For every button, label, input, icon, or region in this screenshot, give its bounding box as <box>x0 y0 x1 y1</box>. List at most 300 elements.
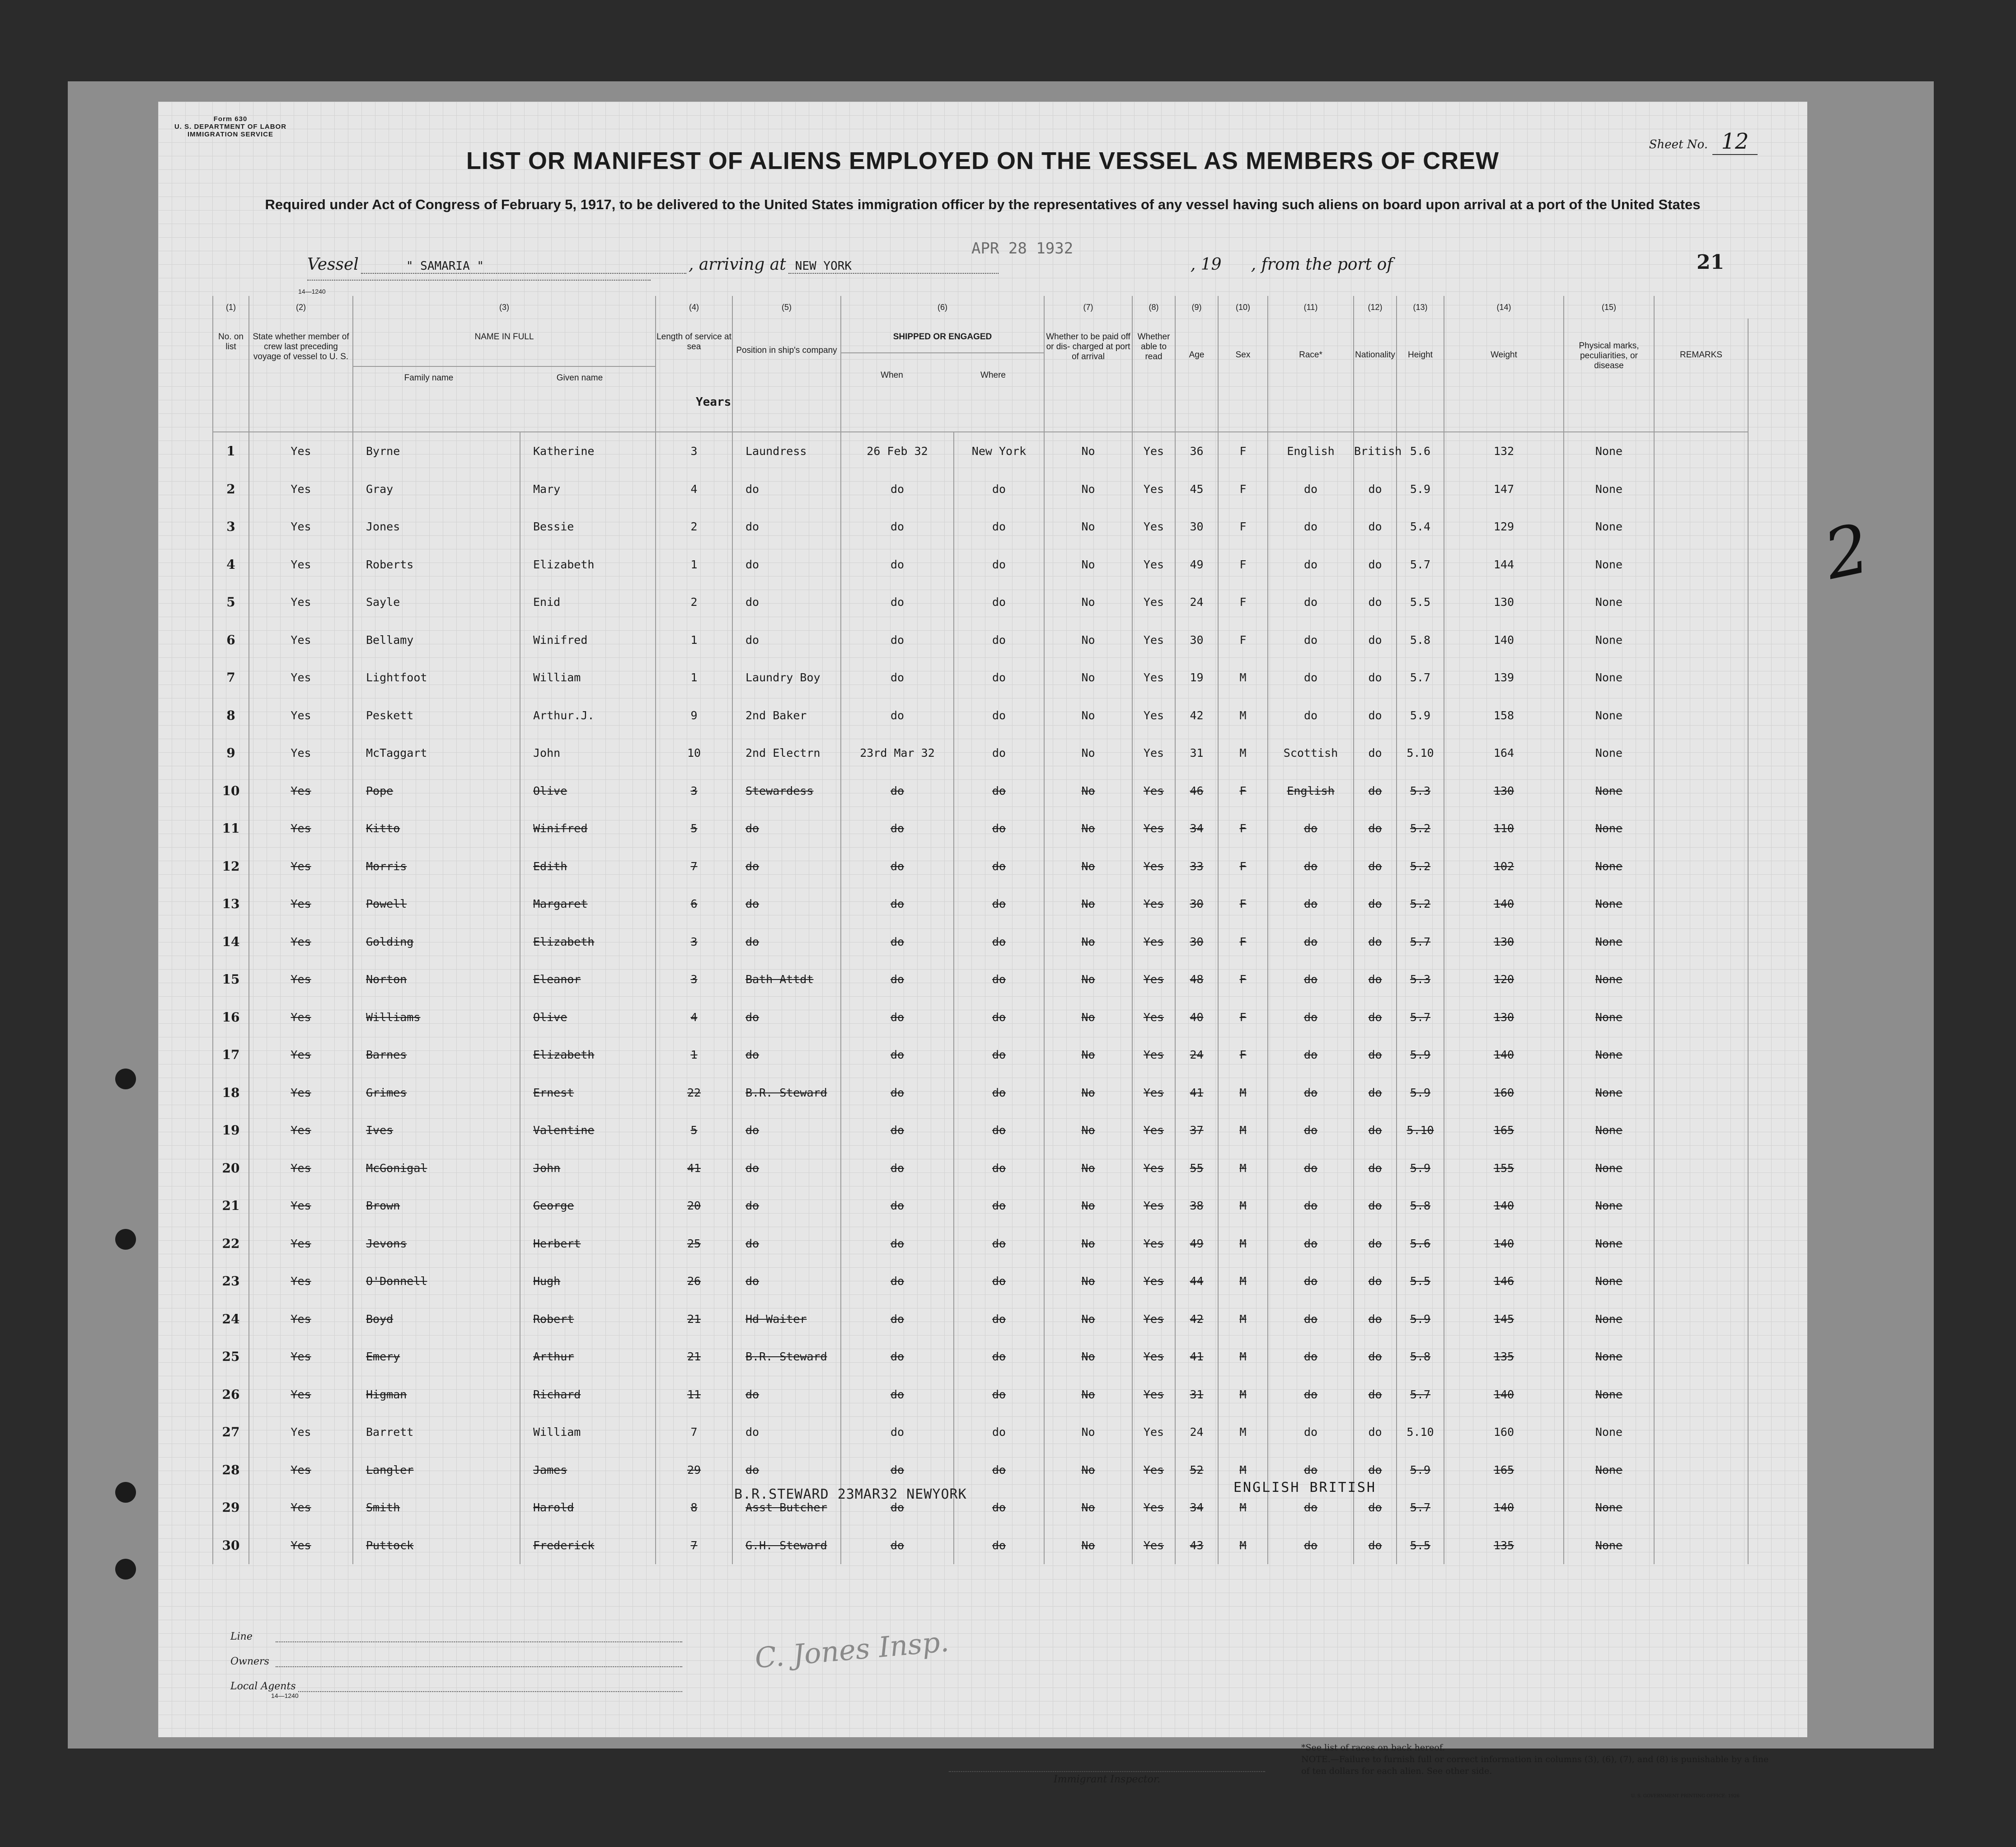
family-name-cell: Gray <box>353 470 520 508</box>
weight-cell: 160 <box>1444 1074 1564 1112</box>
race-cell: English <box>1268 432 1354 470</box>
remarks-cell <box>1654 1451 1748 1489</box>
position-cell: do <box>732 1036 841 1074</box>
able-to-read-cell: Yes <box>1132 848 1175 886</box>
row-number-cell: 28 <box>213 1451 249 1489</box>
able-to-read-cell: Yes <box>1132 1225 1175 1263</box>
vessel-label: Vessel <box>307 255 359 274</box>
height-cell: 5.8 <box>1397 621 1444 659</box>
header-position: Position in ship's company <box>732 319 841 432</box>
remarks-cell <box>1654 1489 1748 1527</box>
weight-cell: 144 <box>1444 546 1564 584</box>
height-cell: 5.7 <box>1397 999 1444 1036</box>
shipped-when-cell: do <box>841 546 954 584</box>
position-cell: 2nd Baker <box>732 697 841 735</box>
nationality-cell: do <box>1354 1036 1397 1074</box>
shipped-when-cell: do <box>841 1262 954 1300</box>
given-name-cell: Eleanor <box>520 961 656 999</box>
when-header: When <box>881 370 903 380</box>
header-shipped-or-engaged <box>841 319 1044 432</box>
length-of-service-cell: 6 <box>656 885 732 923</box>
nationality-cell: do <box>1354 734 1397 772</box>
previous-voyage-cell: Yes <box>249 1149 353 1187</box>
physical-marks-cell: None <box>1564 697 1654 735</box>
binder-hole <box>115 1482 136 1503</box>
nationality-cell: do <box>1354 961 1397 999</box>
age-cell: 34 <box>1175 1489 1218 1527</box>
row-number-cell: 11 <box>213 810 249 848</box>
length-of-service-cell: 2 <box>656 583 732 621</box>
length-of-service-cell: 25 <box>656 1225 732 1263</box>
position-cell: do <box>732 583 841 621</box>
shipped-or-engaged-label: SHIPPED OR ENGAGED <box>893 332 992 342</box>
manifest-number: 21 <box>1697 251 1725 274</box>
page-subtitle: Required under Act of Congress of February 5, 1917, to be delivered to the United States immigration officer by the representatives of any vessel having such aliens on board upon arrival at a port of the United States <box>265 197 1701 212</box>
crew-row <box>213 583 1748 621</box>
sex-cell: M <box>1218 734 1268 772</box>
length-of-service-cell: 41 <box>656 1149 732 1187</box>
length-of-service-cell: 7 <box>656 1413 732 1451</box>
race-cell: do <box>1268 1451 1354 1489</box>
physical-marks-cell: None <box>1564 1187 1654 1225</box>
nationality-cell: do <box>1354 772 1397 810</box>
shipped-when-cell: do <box>841 1376 954 1414</box>
height-cell: 5.2 <box>1397 885 1444 923</box>
race-cell: do <box>1268 1262 1354 1300</box>
race-cell: Scottish <box>1268 734 1354 772</box>
paid-off-cell: No <box>1044 772 1132 810</box>
length-of-service-cell: 5 <box>656 1111 732 1149</box>
weight-cell: 129 <box>1444 508 1564 546</box>
position-cell: G.H. Steward <box>732 1527 841 1565</box>
able-to-read-cell: Yes <box>1132 923 1175 961</box>
height-cell: 5.2 <box>1397 810 1444 848</box>
sex-cell: F <box>1218 961 1268 999</box>
age-cell: 24 <box>1175 1413 1218 1451</box>
crew-row <box>213 1451 1748 1489</box>
physical-marks-cell: None <box>1564 1300 1654 1338</box>
race-cell: do <box>1268 848 1354 886</box>
weight-cell: 165 <box>1444 1111 1564 1149</box>
given-name-cell: John <box>520 734 656 772</box>
shipped-when-cell: do <box>841 1149 954 1187</box>
race-cell: do <box>1268 1187 1354 1225</box>
length-of-service-cell: 1 <box>656 621 732 659</box>
physical-marks-cell: None <box>1564 772 1654 810</box>
able-to-read-cell: Yes <box>1132 885 1175 923</box>
previous-voyage-cell: Yes <box>249 1338 353 1376</box>
footer-form-code: 14—1240 <box>271 1692 299 1699</box>
height-cell: 5.9 <box>1397 470 1444 508</box>
sex-cell: F <box>1218 885 1268 923</box>
agents-label: Local Agents <box>230 1681 296 1692</box>
position-cell: Laundress <box>732 432 841 470</box>
previous-voyage-cell: Yes <box>249 583 353 621</box>
sex-cell: M <box>1218 1376 1268 1414</box>
sex-cell: F <box>1218 810 1268 848</box>
crew-row <box>213 1074 1748 1112</box>
race-cell: do <box>1268 923 1354 961</box>
paid-off-cell: No <box>1044 1451 1132 1489</box>
paid-off-cell: No <box>1044 999 1132 1036</box>
col-num: (15) <box>1564 296 1654 319</box>
remarks-cell <box>1654 1187 1748 1225</box>
owners-field <box>230 1642 682 1667</box>
able-to-read-cell: Yes <box>1132 1376 1175 1414</box>
department: U. S. DEPARTMENT OF LABOR <box>174 123 287 131</box>
row-number-cell: 25 <box>213 1338 249 1376</box>
able-to-read-cell: Yes <box>1132 734 1175 772</box>
sex-cell: F <box>1218 923 1268 961</box>
shipped-when-cell: do <box>841 885 954 923</box>
crew-row <box>213 1036 1748 1074</box>
physical-marks-cell: None <box>1564 1489 1654 1527</box>
previous-voyage-cell: Yes <box>249 1262 353 1300</box>
height-cell: 5.7 <box>1397 1376 1444 1414</box>
age-cell: 31 <box>1175 734 1218 772</box>
header-remarks: REMARKS <box>1654 319 1748 432</box>
sex-cell: F <box>1218 999 1268 1036</box>
printer-imprint: U. S. GOVERNMENT PRINTING OFFICE: 1926 <box>1631 1794 1740 1799</box>
length-of-service-cell: 5 <box>656 810 732 848</box>
age-cell: 52 <box>1175 1451 1218 1489</box>
sheet-number-label: Sheet No. <box>1649 138 1708 151</box>
shipped-when-cell: do <box>841 470 954 508</box>
family-name-cell: McTaggart <box>353 734 520 772</box>
row-number-cell: 16 <box>213 999 249 1036</box>
crew-row <box>213 1376 1748 1414</box>
race-cell: do <box>1268 1149 1354 1187</box>
previous-voyage-cell: Yes <box>249 1074 353 1112</box>
sex-cell: M <box>1218 1262 1268 1300</box>
sex-cell: F <box>1218 583 1268 621</box>
position-cell: do <box>732 1187 841 1225</box>
able-to-read-cell: Yes <box>1132 1300 1175 1338</box>
row-number-cell: 19 <box>213 1111 249 1149</box>
height-cell: 5.3 <box>1397 961 1444 999</box>
given-name-cell: Robert <box>520 1300 656 1338</box>
remarks-cell <box>1654 1111 1748 1149</box>
given-name-cell: Bessie <box>520 508 656 546</box>
shipped-when-cell: do <box>841 772 954 810</box>
given-name-cell: James <box>520 1451 656 1489</box>
from-port-label: , from the port of <box>1251 255 1393 274</box>
col-num: (6) <box>841 296 1044 319</box>
shipped-where-cell: do <box>954 1111 1044 1149</box>
physical-marks-cell: None <box>1564 1225 1654 1263</box>
height-cell: 5.7 <box>1397 659 1444 697</box>
age-cell: 34 <box>1175 810 1218 848</box>
weight-cell: 160 <box>1444 1413 1564 1451</box>
family-name-cell: Grimes <box>353 1074 520 1112</box>
paid-off-cell: No <box>1044 734 1132 772</box>
nationality-cell: do <box>1354 1074 1397 1112</box>
crew-row <box>213 659 1748 697</box>
age-cell: 37 <box>1175 1111 1218 1149</box>
nationality-cell: do <box>1354 508 1397 546</box>
crew-row <box>213 621 1748 659</box>
shipped-where-cell: do <box>954 885 1044 923</box>
shipped-when-cell: do <box>841 508 954 546</box>
weight-cell: 120 <box>1444 961 1564 999</box>
paid-off-cell: No <box>1044 1338 1132 1376</box>
height-cell: 5.10 <box>1397 1413 1444 1451</box>
able-to-read-cell: Yes <box>1132 583 1175 621</box>
age-cell: 40 <box>1175 999 1218 1036</box>
shipped-when-cell: do <box>841 621 954 659</box>
physical-marks-cell: None <box>1564 1036 1654 1074</box>
row-number-cell: 26 <box>213 1376 249 1414</box>
crew-row <box>213 1300 1748 1338</box>
shipped-when-cell: do <box>841 583 954 621</box>
remarks-cell <box>1654 1074 1748 1112</box>
remarks-cell <box>1654 885 1748 923</box>
paid-off-cell: No <box>1044 1376 1132 1414</box>
col-num: (13) <box>1397 296 1444 319</box>
row-number-cell: 3 <box>213 508 249 546</box>
weight-cell: 140 <box>1444 1036 1564 1074</box>
remarks-cell <box>1654 697 1748 735</box>
given-name-cell: John <box>520 1149 656 1187</box>
position-cell: do <box>732 848 841 886</box>
vessel-line <box>307 255 1685 282</box>
nationality-cell: do <box>1354 848 1397 886</box>
remarks-cell <box>1654 1225 1748 1263</box>
position-cell: Bath Attdt <box>732 961 841 999</box>
family-name-cell: Norton <box>353 961 520 999</box>
weight-cell: 139 <box>1444 659 1564 697</box>
row-number-cell: 27 <box>213 1413 249 1451</box>
family-name-cell: Byrne <box>353 432 520 470</box>
family-name-cell: McGonigal <box>353 1149 520 1187</box>
handwritten-correction: B.R.STEWARD 23MAR32 NEWYORK <box>734 1486 967 1502</box>
length-of-service-cell: 20 <box>656 1187 732 1225</box>
sex-cell: M <box>1218 1489 1268 1527</box>
previous-voyage-cell: Yes <box>249 1376 353 1414</box>
crew-row <box>213 546 1748 584</box>
length-of-service-cell: 3 <box>656 432 732 470</box>
shipped-where-cell: do <box>954 583 1044 621</box>
shipped-subheaders <box>841 352 1044 380</box>
col-num: (4) <box>656 296 732 319</box>
length-of-service-cell: 21 <box>656 1300 732 1338</box>
nationality-cell: do <box>1354 1225 1397 1263</box>
row-number-cell: 5 <box>213 583 249 621</box>
length-of-service-cell: 10 <box>656 734 732 772</box>
nationality-cell: do <box>1354 1413 1397 1451</box>
length-of-service-cell: 4 <box>656 470 732 508</box>
given-name-cell: Winifred <box>520 810 656 848</box>
form-number: Form 630 <box>213 115 248 123</box>
shipped-where-cell: do <box>954 961 1044 999</box>
position-cell: do <box>732 1262 841 1300</box>
family-name-cell: Smith <box>353 1489 520 1527</box>
given-name-cell: Enid <box>520 583 656 621</box>
shipped-when-cell: do <box>841 697 954 735</box>
age-cell: 55 <box>1175 1149 1218 1187</box>
able-to-read-cell: Yes <box>1132 1187 1175 1225</box>
family-name-cell: Bellamy <box>353 621 520 659</box>
header-weight: Weight <box>1444 319 1564 432</box>
physical-marks-cell: None <box>1564 734 1654 772</box>
weight-cell: 110 <box>1444 810 1564 848</box>
weight-cell: 102 <box>1444 848 1564 886</box>
vessel-name-text: " SAMARIA " <box>406 259 484 273</box>
shipped-when-cell: 26 Feb 32 <box>841 432 954 470</box>
race-cell: do <box>1268 1527 1354 1565</box>
length-of-service-cell: 7 <box>656 848 732 886</box>
physical-marks-cell: None <box>1564 1451 1654 1489</box>
given-name-cell: Arthur.J. <box>520 697 656 735</box>
given-name-cell: Elizabeth <box>520 546 656 584</box>
able-to-read-cell: Yes <box>1132 1489 1175 1527</box>
family-name-cell: Emery <box>353 1338 520 1376</box>
able-to-read-cell: Yes <box>1132 1036 1175 1074</box>
binder-hole <box>115 1229 136 1250</box>
shipped-where-cell: do <box>954 1149 1044 1187</box>
binder-hole <box>115 1069 136 1089</box>
able-to-read-cell: Yes <box>1132 1149 1175 1187</box>
height-cell: 5.7 <box>1397 923 1444 961</box>
sex-cell: F <box>1218 621 1268 659</box>
weight-cell: 130 <box>1444 583 1564 621</box>
age-cell: 24 <box>1175 583 1218 621</box>
immigrant-inspector-label: Immigrant Inspector. <box>949 1771 1265 1785</box>
family-name-cell: Morris <box>353 848 520 886</box>
remarks-cell <box>1654 1376 1748 1414</box>
physical-marks-cell: None <box>1564 885 1654 923</box>
length-of-service-cell: 4 <box>656 999 732 1036</box>
col-num-remarks <box>1654 296 1748 319</box>
shipped-when-cell: do <box>841 961 954 999</box>
weight-cell: 164 <box>1444 734 1564 772</box>
shipped-where-cell: do <box>954 1413 1044 1451</box>
height-cell: 5.7 <box>1397 1489 1444 1527</box>
able-to-read-cell: Yes <box>1132 1527 1175 1565</box>
position-cell: do <box>732 1451 841 1489</box>
nationality-cell: do <box>1354 583 1397 621</box>
weight-cell: 147 <box>1444 470 1564 508</box>
sex-cell: F <box>1218 772 1268 810</box>
position-cell: do <box>732 621 841 659</box>
paid-off-cell: No <box>1044 1262 1132 1300</box>
given-name-header: Given name <box>556 373 603 383</box>
able-to-read-cell: Yes <box>1132 1413 1175 1451</box>
crew-row <box>213 1527 1748 1565</box>
row-number-cell: 20 <box>213 1149 249 1187</box>
header-previous-voyage: State whether member of crew last preceding voyage of vessel to U. S. <box>249 319 353 432</box>
previous-voyage-cell: Yes <box>249 659 353 697</box>
height-cell: 5.2 <box>1397 848 1444 886</box>
nationality-cell: do <box>1354 885 1397 923</box>
row-number-cell: 29 <box>213 1489 249 1527</box>
paid-off-cell: No <box>1044 1074 1132 1112</box>
age-cell: 19 <box>1175 659 1218 697</box>
family-name-cell: Pope <box>353 772 520 810</box>
header-race: Race* <box>1268 319 1354 432</box>
able-to-read-cell: Yes <box>1132 961 1175 999</box>
given-name-cell: Elizabeth <box>520 1036 656 1074</box>
crew-row <box>213 1187 1748 1225</box>
line-field <box>230 1617 682 1642</box>
vessel-name <box>361 259 686 274</box>
crew-row <box>213 470 1748 508</box>
crew-row <box>213 432 1748 470</box>
length-of-service-cell: 7 <box>656 1527 732 1565</box>
able-to-read-cell: Yes <box>1132 659 1175 697</box>
remarks-cell <box>1654 621 1748 659</box>
col-num: (8) <box>1132 296 1175 319</box>
header-height: Height <box>1397 319 1444 432</box>
race-cell: do <box>1268 810 1354 848</box>
able-to-read-cell: Yes <box>1132 1111 1175 1149</box>
header-age: Age <box>1175 319 1218 432</box>
age-cell: 42 <box>1175 1300 1218 1338</box>
sex-cell: M <box>1218 1527 1268 1565</box>
nationality-cell: do <box>1354 1376 1397 1414</box>
weight-cell: 158 <box>1444 697 1564 735</box>
sex-cell: M <box>1218 1149 1268 1187</box>
shipped-when-cell: do <box>841 848 954 886</box>
shipped-where-cell: do <box>954 697 1044 735</box>
able-to-read-cell: Yes <box>1132 546 1175 584</box>
row-number-cell: 4 <box>213 546 249 584</box>
age-cell: 41 <box>1175 1074 1218 1112</box>
given-name-cell: Edith <box>520 848 656 886</box>
given-name-cell: George <box>520 1187 656 1225</box>
nationality-cell: do <box>1354 1300 1397 1338</box>
row-number-cell: 22 <box>213 1225 249 1263</box>
previous-voyage-cell: Yes <box>249 546 353 584</box>
position-cell: 2nd Electrn <box>732 734 841 772</box>
physical-marks-cell: None <box>1564 1262 1654 1300</box>
shipped-where-cell: do <box>954 923 1044 961</box>
given-name-cell: Elizabeth <box>520 923 656 961</box>
length-of-service-cell: 3 <box>656 772 732 810</box>
sex-cell: M <box>1218 697 1268 735</box>
sex-cell: M <box>1218 1187 1268 1225</box>
age-cell: 31 <box>1175 1376 1218 1414</box>
position-cell: do <box>732 1225 841 1263</box>
shipped-when-cell: do <box>841 1527 954 1565</box>
given-name-cell: Valentine <box>520 1111 656 1149</box>
given-name-cell: Winifred <box>520 621 656 659</box>
paid-off-cell: No <box>1044 697 1132 735</box>
nationality-cell: do <box>1354 923 1397 961</box>
family-name-cell: Ives <box>353 1111 520 1149</box>
height-cell: 5.10 <box>1397 1111 1444 1149</box>
age-cell: 38 <box>1175 1187 1218 1225</box>
col-num: (11) <box>1268 296 1354 319</box>
header-length-of-service: Length of service at sea <box>656 319 732 432</box>
where-header: Where <box>980 370 1006 380</box>
physical-marks-cell: None <box>1564 1527 1654 1565</box>
position-cell: do <box>732 885 841 923</box>
paid-off-cell: No <box>1044 546 1132 584</box>
sex-cell: F <box>1218 508 1268 546</box>
shipped-when-cell: do <box>841 1036 954 1074</box>
paid-off-cell: No <box>1044 848 1132 886</box>
shipped-where-cell: do <box>954 508 1044 546</box>
remarks-cell <box>1654 772 1748 810</box>
line-label: Line <box>230 1631 253 1642</box>
remarks-cell <box>1654 810 1748 848</box>
given-name-cell: Harold <box>520 1489 656 1527</box>
able-to-read-cell: Yes <box>1132 697 1175 735</box>
able-to-read-cell: Yes <box>1132 621 1175 659</box>
race-cell: do <box>1268 999 1354 1036</box>
races-note: *See list of races on back hereof. <box>1301 1743 1445 1753</box>
